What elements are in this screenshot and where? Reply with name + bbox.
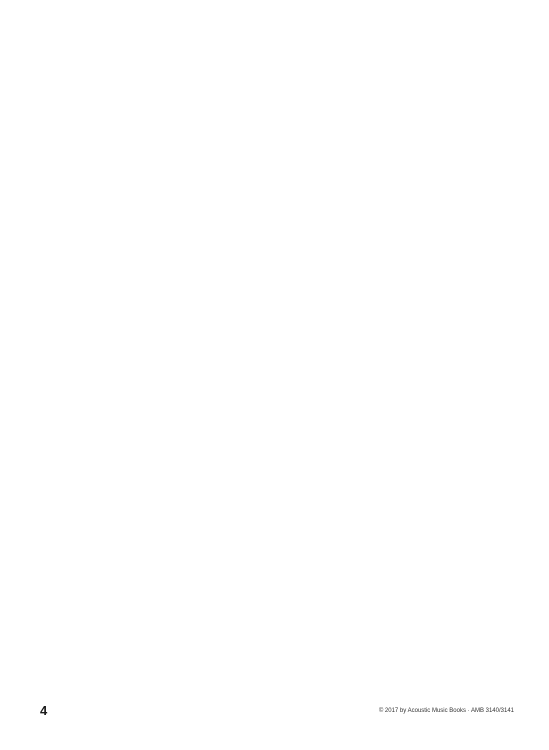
page-number: 4 <box>40 703 48 718</box>
copyright-notice: © 2017 by Acoustic Music Books · AMB 3140/3141 <box>378 708 514 714</box>
